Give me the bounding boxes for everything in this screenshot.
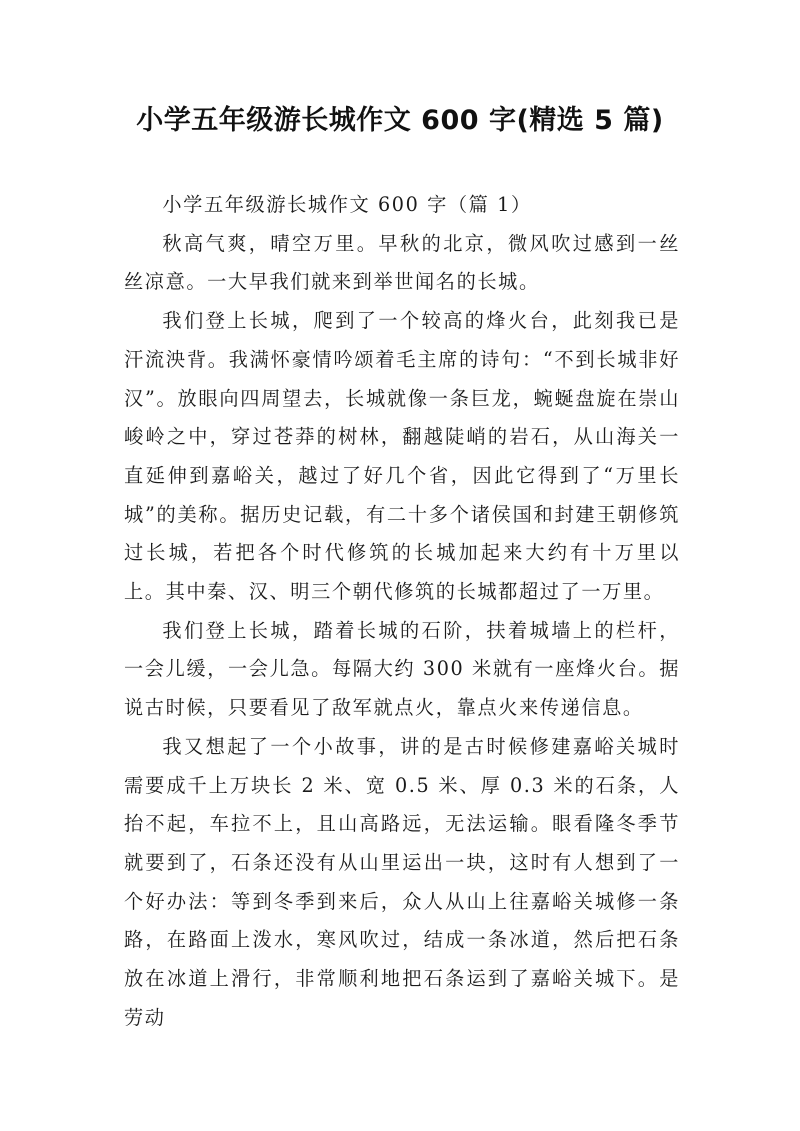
paragraph-2: 我们登上长城，爬到了一个较高的烽火台，此刻我已是汗流泱背。我满怀豪情吟颂着毛主席的诗句：“不到长城非好汉”。放眼向四周望去，长城就像一条巨龙，蜿蜒盘旋在崇山峻岭之中，穿过苍莽的树林，翻越陡峭的岩石，从山海关一直延伸到嘉峪关，越过了好几个省，因此它得到了“万里长城”的美称。据历史记载，有二十多个诸侯国和封建王朝修筑过长城，若把各个时代修筑的长城加起来大约有十万里以上。其中秦、汉、明三个朝代修筑的长城都超过了一万里。 [124, 309, 680, 604]
document-body [124, 186, 680, 1037]
paragraph-1: 秋高气爽，晴空万里。早秋的北京，微风吹过感到一丝丝凉意。一大早我们就来到举世闻名的长城。 [124, 231, 680, 294]
paragraph-4: 我又想起了一个小故事，讲的是古时候修建嘉峪关城时需要成千上万块长 2 米、宽 0.5 米、厚 0.3 米的石条，人抬不起，车拉不上，且山高路远，无法运输。眼看隆冬季节就要到了，石条还没有从山里运出一块，这时有人想到了一个好办法：等到冬季到来后，众人从山上往嘉峪关城修一条路，在路面上泼水，寒风吹过，结成一条冰道，然后把石条放在冰道上滑行，非常顺利地把石条运到了嘉峪关城下。是劳动 [124, 734, 680, 1029]
document-title: 小学五年级游长城作文 600 字(精选 5 篇) [136, 105, 664, 136]
paragraph-3: 我们登上长城，踏着长城的石阶，扶着城墙上的栏杆，一会儿缓，一会儿急。每隔大约 300 米就有一座烽火台。据说古时候，只要看见了敌军就点火，靠点火来传递信息。 [124, 618, 680, 720]
section-heading: 小学五年级游长城作文 600 字（篇 1） [162, 193, 532, 216]
